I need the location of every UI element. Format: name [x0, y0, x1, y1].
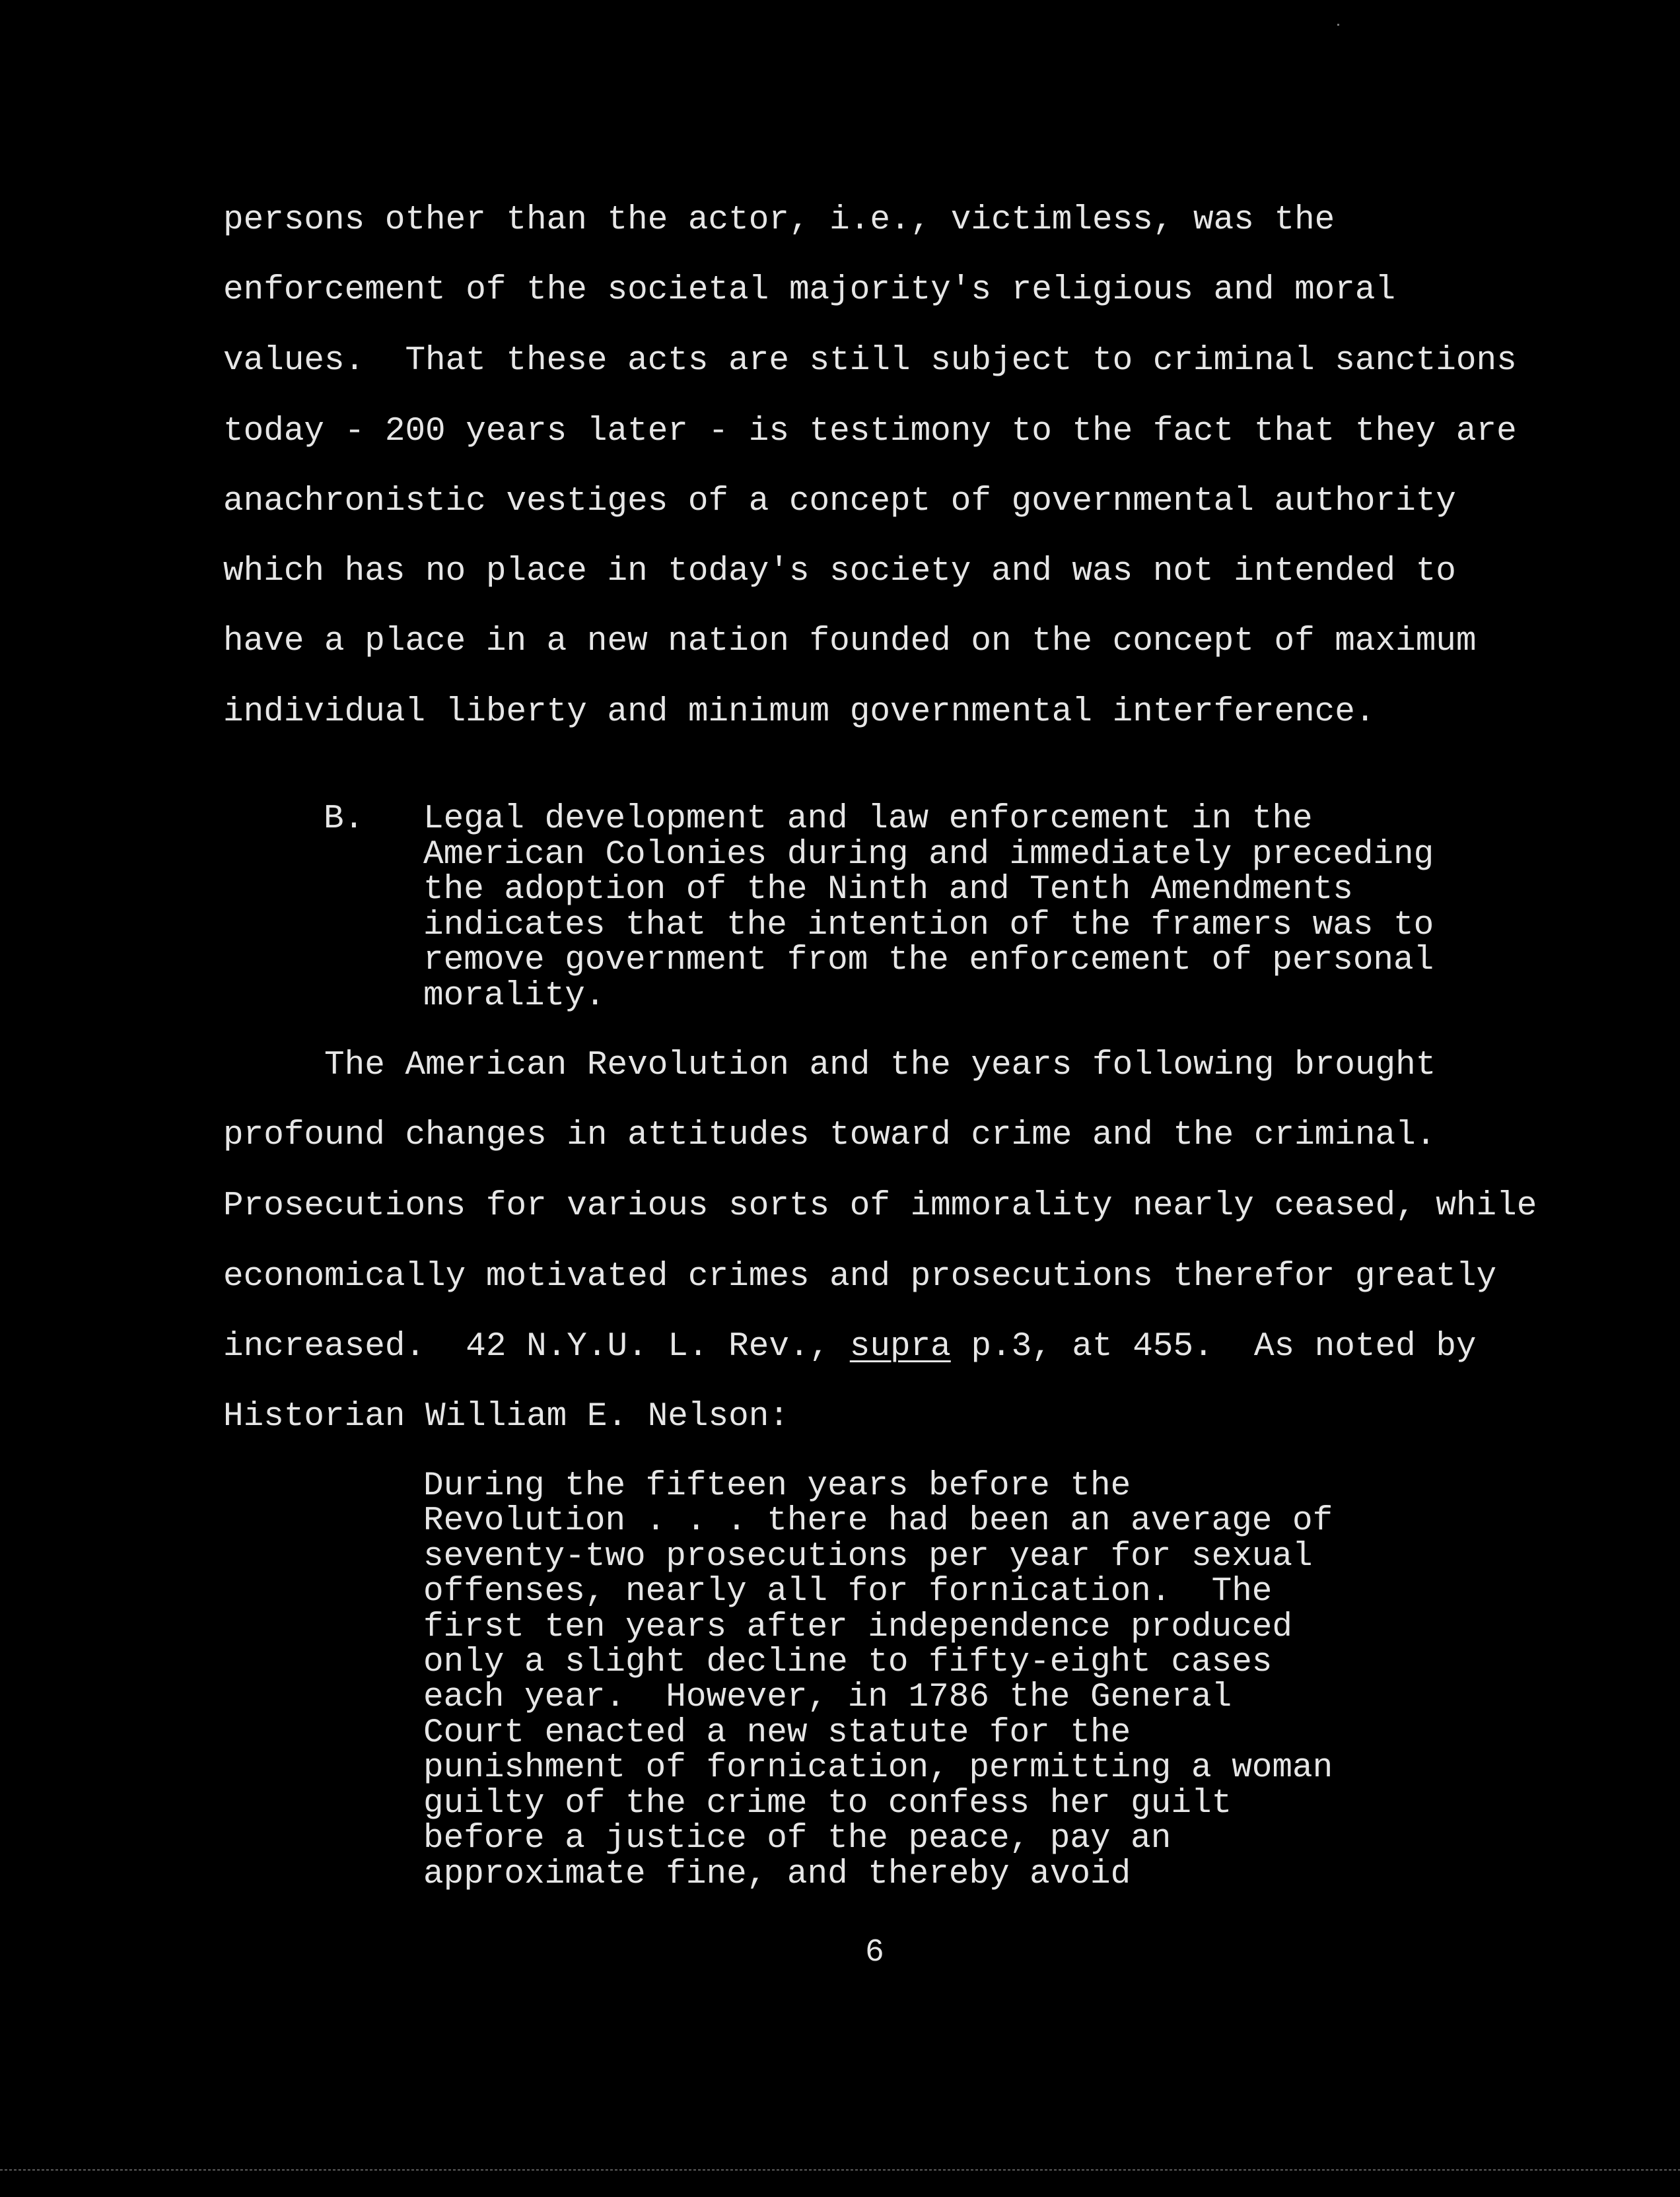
scan-bottom-edge [0, 2169, 1680, 2171]
citation-supra: supra [849, 1328, 951, 1366]
paragraph1-line: values. That these acts are still subject to criminal sanctions [223, 342, 1517, 380]
paragraph2-line: The American Revolution and the years following brought [223, 1047, 1436, 1084]
section-heading-line: Legal development and law enforcement in the [423, 800, 1313, 838]
block-quote-line: offenses, nearly all for fornication. The [423, 1573, 1273, 1611]
citation-text: increased. 42 N.Y.U. L. Rev., [223, 1328, 850, 1366]
scan-speck [1337, 24, 1339, 26]
page-number: 6 [865, 1935, 884, 1970]
paragraph2-line: Prosecutions for various sorts of immorality nearly ceased, while [223, 1187, 1537, 1225]
paragraph1-line: persons other than the actor, i.e., victimless, was the [223, 201, 1335, 239]
citation-text: p.3, at 455. As noted by [950, 1328, 1477, 1366]
paragraph2-line: Historian William E. Nelson: [223, 1398, 789, 1436]
paragraph1-line: today - 200 years later - is testimony to the fact that they are [223, 413, 1517, 450]
section-heading-line: American Colonies during and immediately preceding [423, 836, 1434, 874]
block-quote-line: Revolution . . . there had been an average of [423, 1502, 1333, 1540]
paragraph1-line: enforcement of the societal majority's religious and moral [223, 271, 1396, 309]
paragraph2-line: profound changes in attitudes toward crime and the criminal. [223, 1117, 1436, 1154]
section-heading-line: remove government from the enforcement of personal [423, 942, 1434, 979]
block-quote-line: Court enacted a new statute for the [423, 1714, 1131, 1752]
paragraph1-line: individual liberty and minimum governmental interference. [223, 693, 1376, 731]
paragraph1-line: anachronistic vestiges of a concept of governmental authority [223, 483, 1456, 520]
block-quote-line: only a slight decline to fifty-eight cases [423, 1644, 1273, 1681]
section-heading-line: morality. [423, 977, 606, 1015]
block-quote-line: before a justice of the peace, pay an [423, 1820, 1172, 1858]
section-heading-label: B. [324, 800, 365, 838]
block-quote-line: punishment of fornication, permitting a woman [423, 1749, 1333, 1787]
section-heading-line: indicates that the intention of the framers was to [423, 907, 1434, 944]
citation-line [223, 1327, 1477, 1367]
block-quote-line: approximate fine, and thereby avoid [423, 1856, 1131, 1893]
block-quote-line: first ten years after independence produced [423, 1609, 1293, 1646]
paragraph1-line: which has no place in today's society and was not intended to [223, 553, 1456, 590]
block-quote-line: guilty of the crime to confess her guilt [423, 1785, 1232, 1823]
block-quote-line: each year. However, in 1786 the General [423, 1679, 1232, 1716]
section-heading-line: the adoption of the Ninth and Tenth Amendments [423, 871, 1353, 909]
block-quote-line: seventy-two prosecutions per year for sexual [423, 1538, 1313, 1576]
paragraph2-line: economically motivated crimes and prosecutions therefor greatly [223, 1258, 1497, 1296]
block-quote-line: During the fifteen years before the [423, 1467, 1131, 1505]
paragraph1-line: have a place in a new nation founded on the concept of maximum [223, 623, 1477, 660]
